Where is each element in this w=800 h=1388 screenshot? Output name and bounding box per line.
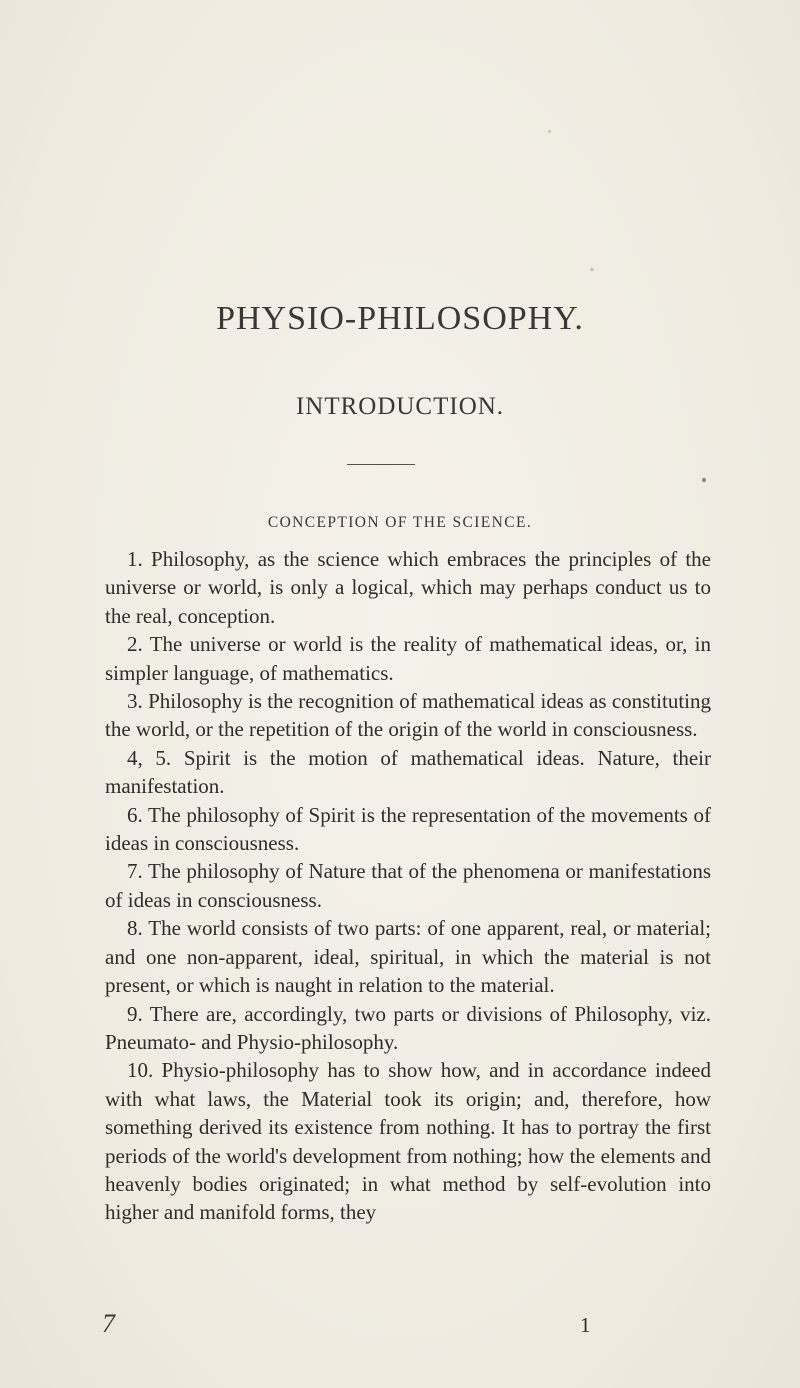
paragraph-7: 7. The philosophy of Nature that of the phenomena or manifestations of ideas in consciousness.	[105, 859, 711, 912]
paragraph-10: 10. Physio-philosophy has to show how, and in accordance indeed with what laws, the Material took its origin; and, therefore, how something derived its existence from nothing. It has to portray the first periods of the world's development from nothing; how the elements and heavenly bodies originated; in what method by self-evolution into higher and manifold forms, they	[105, 1058, 711, 1225]
body-text	[105, 545, 711, 1227]
paragraph-3: 3. Philosophy is the recognition of mathematical ideas as constituting the world, or the repetition of the origin of the world in consciousness.	[105, 689, 711, 742]
paragraph-1: 1. Philosophy, as the science which embraces the principles of the universe or world, is only a logical, which may perhaps conduct us to the real, conception.	[105, 547, 711, 628]
paragraph-9: 9. There are, accordingly, two parts or divisions of Philosophy, viz. Pneumato- and Physio-philosophy.	[105, 1001, 711, 1054]
paragraph-6: 6. The philosophy of Spirit is the representation of the movements of ideas in consciousness.	[105, 802, 711, 856]
paragraph-2: 2. The universe or world is the reality of mathematical ideas, or, in simpler language, of mathematics.	[105, 632, 711, 685]
paper-speck	[548, 130, 551, 133]
paragraph-4-5: 4, 5. Spirit is the motion of mathematical ideas. Nature, their manifestation.	[105, 745, 711, 799]
paper-speck	[702, 478, 706, 482]
section-heading: CONCEPTION OF THE SCIENCE.	[267, 514, 533, 531]
paper-speck	[590, 268, 594, 271]
page-number: 1	[580, 1313, 591, 1337]
signature-mark: 7	[102, 1309, 115, 1338]
divider-rule	[347, 464, 415, 465]
paragraph-8: 8. The world consists of two parts: of one apparent, real, or material; and one non-apparent, ideal, spiritual, in which the material is not present, or which is naught in relation to the material.	[105, 916, 711, 998]
page-title: PHYSIO-PHILOSOPHY.	[216, 300, 584, 337]
chapter-heading: INTRODUCTION.	[295, 393, 505, 420]
